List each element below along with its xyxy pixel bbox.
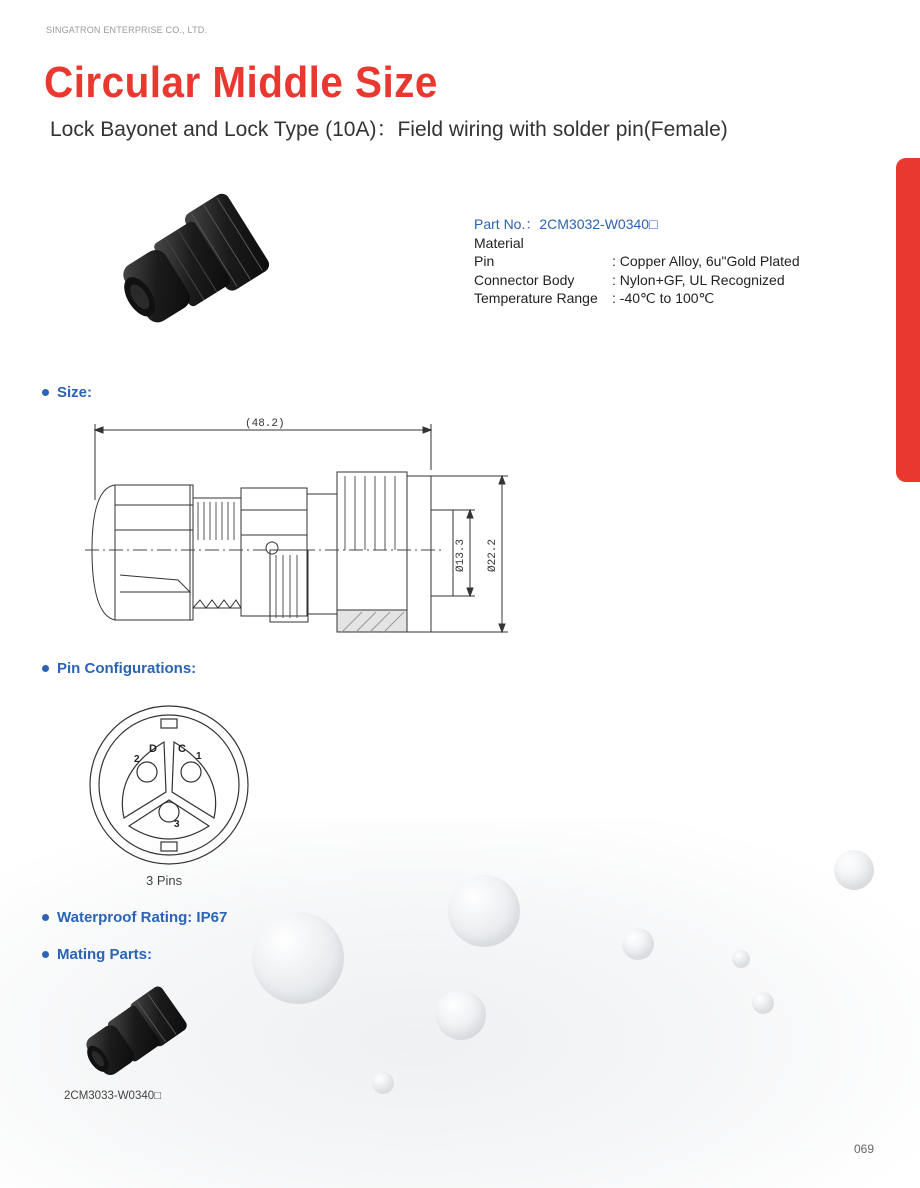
spec-value: : Nylon+GF, UL Recognized (612, 271, 785, 288)
section-size (42, 384, 92, 401)
spec-label: Pin (474, 253, 495, 269)
section-pin-configurations-label: Pin Configurations: (57, 660, 197, 677)
side-tab (896, 158, 920, 482)
spec-label: Connector Body (474, 271, 575, 288)
pin-label-3: 3 (174, 819, 180, 830)
dim-length: (48.2) (245, 418, 285, 430)
section-pin-configurations (42, 660, 196, 677)
decor-bubble (752, 992, 774, 1014)
spec-row (474, 271, 800, 290)
spec-row (474, 252, 800, 271)
spec-value: : Copper Alloy, 6u"Gold Plated (612, 253, 800, 269)
mating-part-number: 2CM3033-W0340□ (64, 1090, 162, 1102)
material-label: Material (474, 234, 524, 251)
dim-outer-diameter: Ø22.2 (487, 538, 499, 572)
mating-part-photo (70, 978, 200, 1078)
size-drawing (80, 410, 520, 642)
bullet-icon (42, 665, 49, 672)
decor-bubble (834, 850, 874, 890)
pins-caption: 3 Pins (146, 873, 183, 888)
section-mating-parts-label: Mating Parts: (57, 946, 153, 963)
pin-label-2: 2 (134, 754, 140, 765)
page-subtitle: Lock Bayonet and Lock Type (10A)：Field wiring with solder pin(Female) (50, 118, 728, 141)
part-number: Part No.：2CM3032-W0340□ (474, 216, 658, 232)
pin-label-1: 1 (196, 751, 202, 762)
section-size-label: Size: (57, 384, 93, 401)
spec-row (474, 289, 800, 308)
bullet-icon (42, 914, 49, 921)
section-mating-parts (42, 946, 152, 963)
pin-label-d: D (149, 743, 157, 755)
section-waterproof (42, 909, 227, 926)
spec-value: : -40℃ to 100℃ (612, 290, 715, 306)
page-number: 069 (854, 1142, 875, 1156)
page-title: Circular Middle Size (44, 58, 438, 107)
decor-bubble (252, 912, 344, 1004)
decor-bubble (448, 875, 520, 947)
bullet-icon (42, 951, 49, 958)
bullet-icon (42, 389, 49, 396)
product-photo (110, 185, 290, 345)
spec-block (474, 215, 800, 308)
decor-bubble (622, 928, 654, 960)
dim-inner-diameter: Ø13.3 (455, 538, 467, 572)
pin-face-diagram (84, 702, 254, 872)
company-name: SINGATRON ENTERPRISE CO., LTD. (46, 25, 208, 35)
section-waterproof-label: Waterproof Rating: IP67 (57, 909, 228, 926)
decor-bubble (436, 990, 486, 1040)
decor-bubble (372, 1072, 394, 1094)
decor-bubble (732, 950, 750, 968)
spec-label: Temperature Range (474, 290, 598, 306)
pin-label-c: C (178, 743, 186, 755)
